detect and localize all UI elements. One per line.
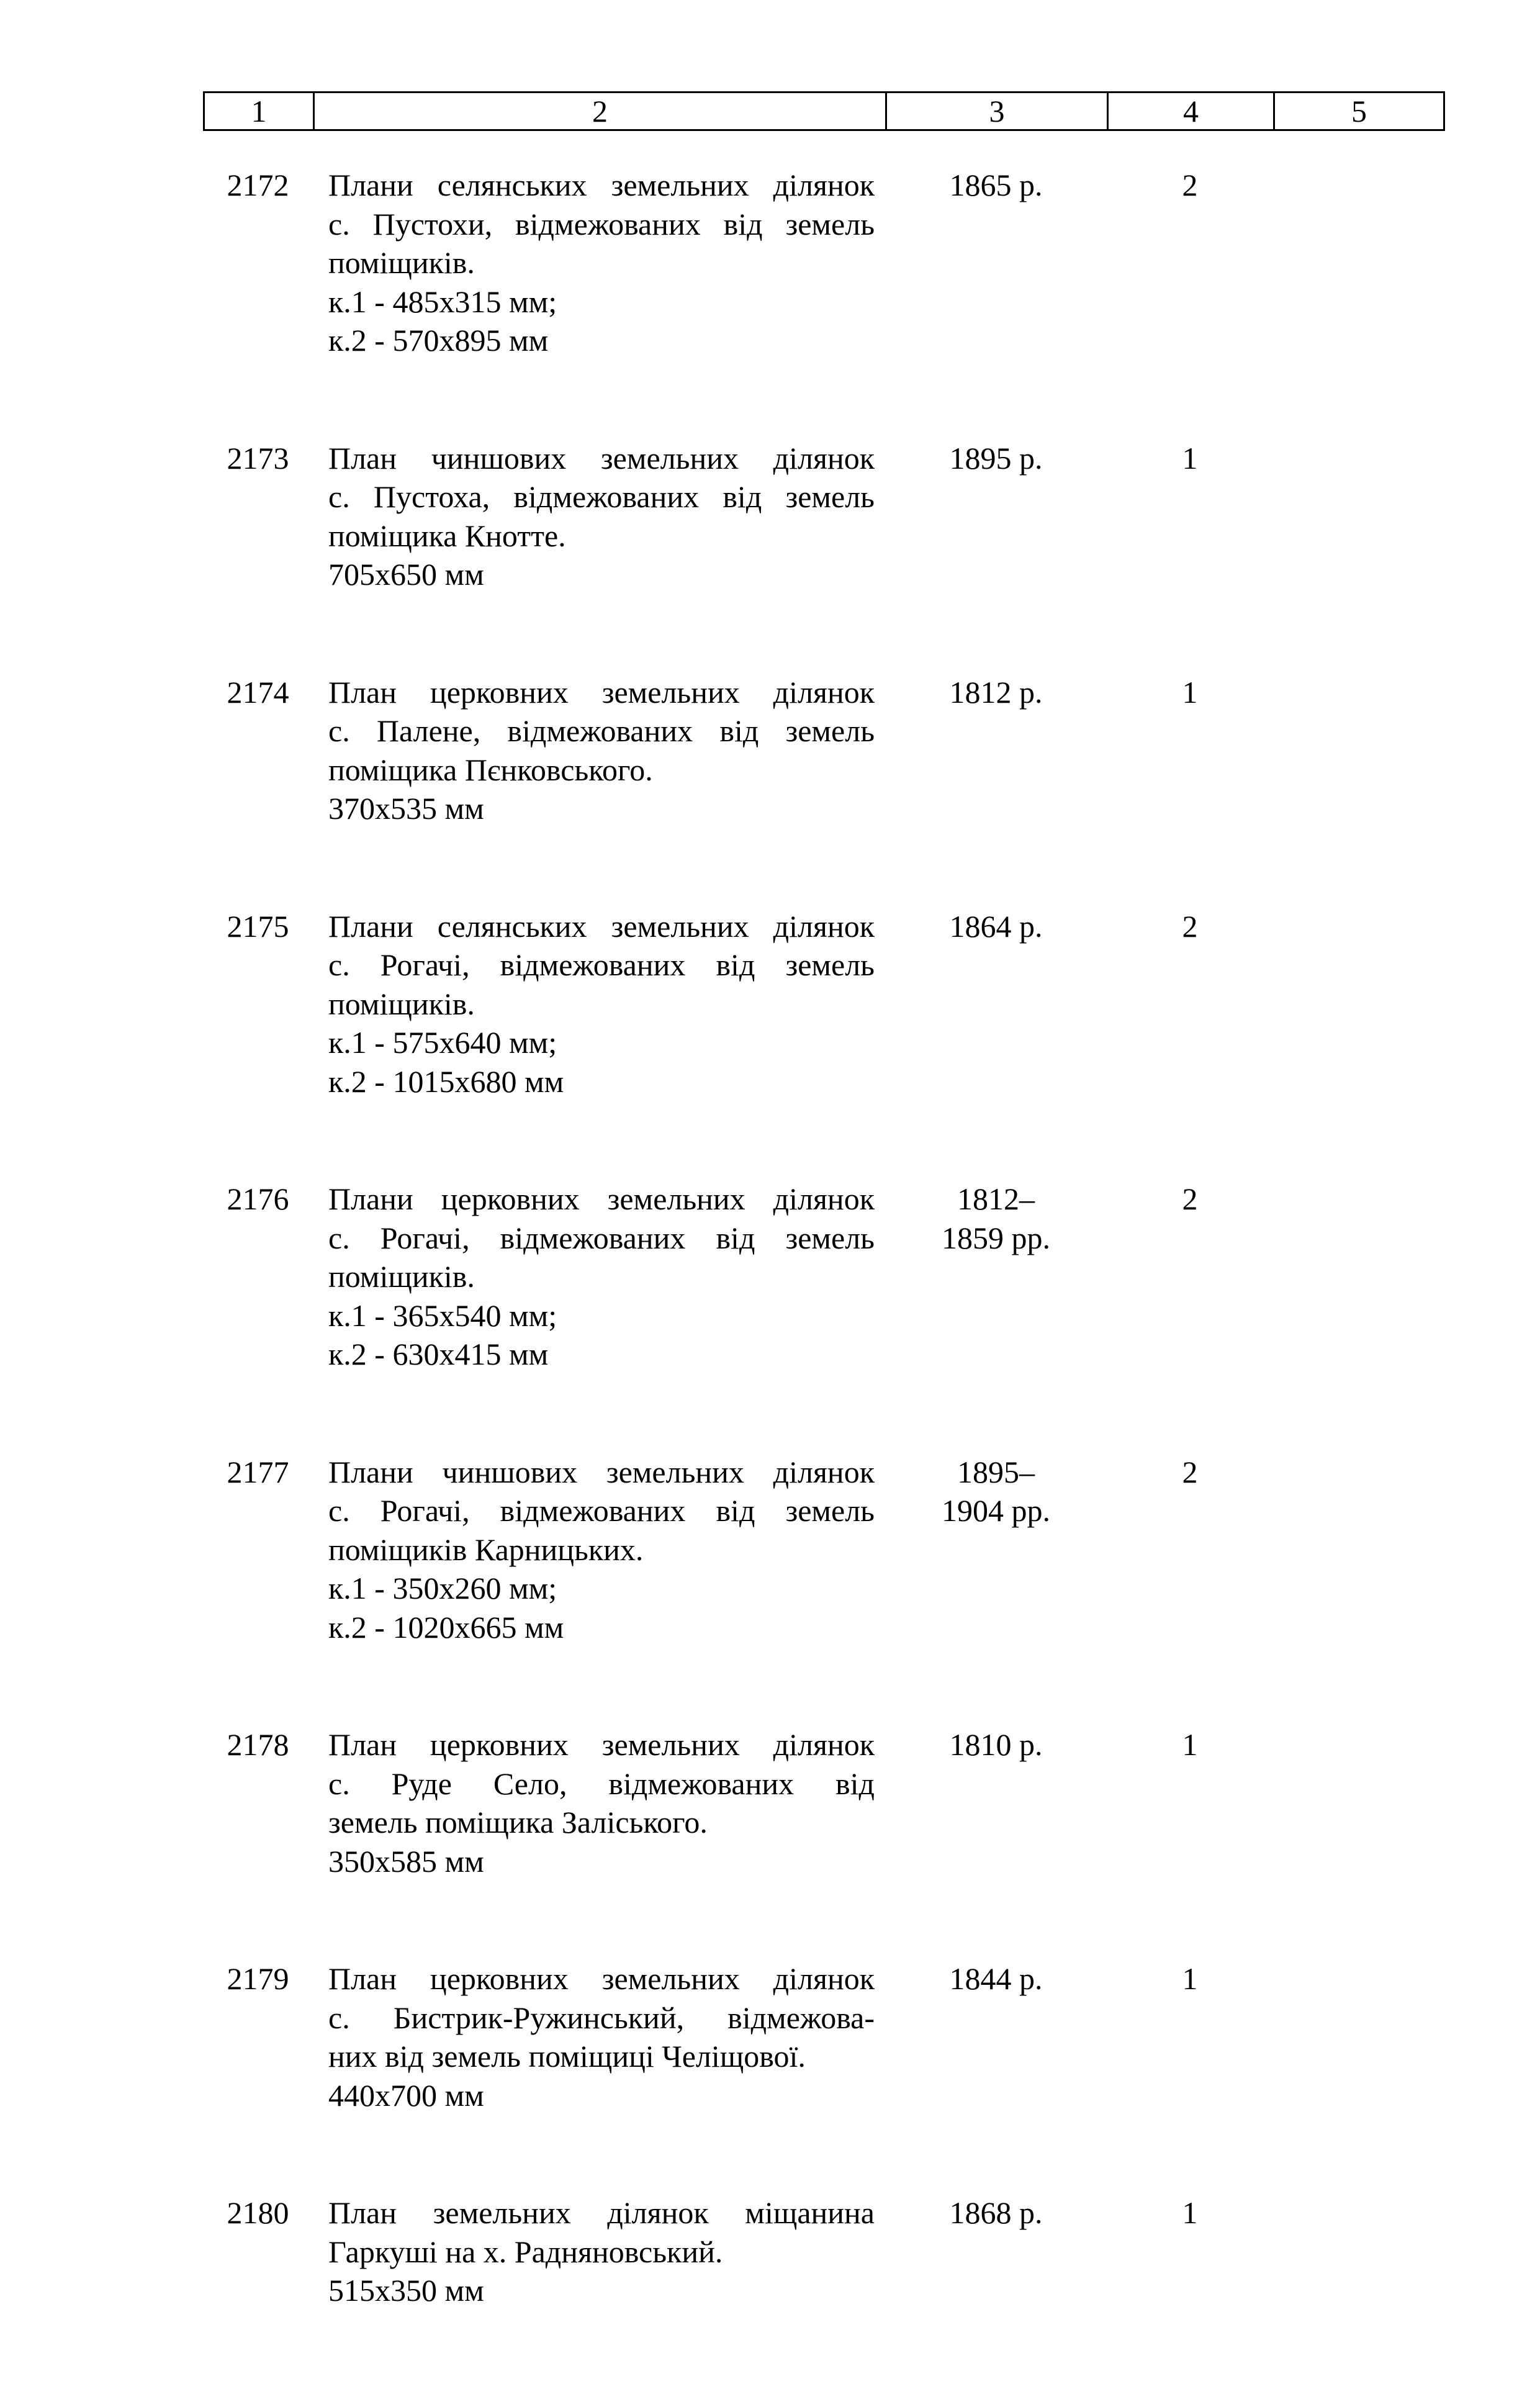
entry-sheet-count: 2 xyxy=(1182,908,1198,944)
entry-date xyxy=(885,907,1107,1101)
entry-notes xyxy=(1273,2193,1445,2310)
table-row xyxy=(203,2193,1445,2310)
entry-title-line: с. Рогачі, відмежованих від земель xyxy=(328,947,875,982)
entry-size-line: к.1 - 365х540 мм; xyxy=(328,1298,557,1333)
entry-size-line: 350х585 мм xyxy=(328,1843,484,1879)
header-col-4: 4 xyxy=(1109,93,1275,129)
entry-number: 2177 xyxy=(227,1454,289,1489)
entry-size-line: 705х650 мм xyxy=(328,557,484,592)
entry-number: 2178 xyxy=(227,1727,289,1762)
header-col-5: 5 xyxy=(1351,94,1367,129)
entry-notes xyxy=(1273,1180,1445,1374)
entry-date-line: 1812– xyxy=(957,1181,1035,1216)
entry-size-line: к.2 - 630х415 мм xyxy=(328,1337,549,1371)
entry-size-line: 515х350 мм xyxy=(328,2273,484,2308)
entry-title-line: с. Рогачі, відмежованих від земель xyxy=(328,1493,875,1528)
entry-date xyxy=(885,439,1107,594)
entry-sheet-count: 1 xyxy=(1182,440,1198,476)
entry-title-line: План земельних ділянок міщанина xyxy=(328,2195,875,2230)
entry-title-line: План церковних земельних ділянок xyxy=(328,674,875,710)
table-row xyxy=(203,1180,1445,1374)
entry-description xyxy=(328,673,875,828)
entry-sheet-count: 1 xyxy=(1182,674,1198,710)
table-header xyxy=(203,91,1445,131)
entry-title-line: с. Пустохи, відмежованих від земель xyxy=(328,206,875,242)
entry-title-line: поміщиків. xyxy=(328,245,475,280)
entry-size-line: к.1 - 350х260 мм; xyxy=(328,1571,557,1605)
entry-title-line: с. Руде Село, відмежованих від xyxy=(328,1766,875,1801)
entry-description xyxy=(328,907,875,1101)
entry-date xyxy=(885,1453,1107,1647)
entry-number: 2179 xyxy=(227,1961,289,1996)
entry-date xyxy=(885,1725,1107,1881)
entries-list xyxy=(203,166,1445,2389)
entry-size-line: к.2 - 570х895 мм xyxy=(328,323,549,358)
entry-notes xyxy=(1273,166,1445,360)
entry-title-line: Плани чиншових земельних ділянок xyxy=(328,1454,875,1489)
entry-date xyxy=(885,1959,1107,2115)
entry-title-line: План церковних земельних ділянок xyxy=(328,1961,875,1996)
entry-description xyxy=(328,1959,875,2115)
entry-title-line: земель поміщика Заліського. xyxy=(328,1805,708,1840)
entry-number: 2172 xyxy=(227,168,289,202)
entry-sheet-count: 1 xyxy=(1182,2195,1198,2230)
entry-notes xyxy=(1273,907,1445,1101)
entry-title-line: них від земель поміщиці Челіщової. xyxy=(328,2039,806,2074)
entry-number: 2176 xyxy=(227,1181,289,1216)
entry-title-line: с. Пустоха, відмежованих від земель xyxy=(328,479,875,514)
entry-notes xyxy=(1273,439,1445,594)
entry-sheet-count: 2 xyxy=(1182,1181,1198,1216)
entry-title-line: поміщика Пєнковського. xyxy=(328,752,653,787)
entry-notes xyxy=(1273,673,1445,828)
header-col-1: 1 xyxy=(205,93,315,129)
entry-date-line: 1895 р. xyxy=(949,440,1043,476)
entry-date xyxy=(885,166,1107,360)
entry-title-line: поміщиків Карницьких. xyxy=(328,1532,644,1567)
entry-title-line: с. Бистрик-Ружинський, відмежова- xyxy=(328,2000,875,2035)
entry-date xyxy=(885,1180,1107,1374)
entry-title-line: с. Палене, відмежованих від земель xyxy=(328,713,875,748)
entry-number: 2180 xyxy=(227,2195,289,2230)
entry-date-line: 1859 рр. xyxy=(942,1220,1050,1255)
entry-notes xyxy=(1273,1725,1445,1881)
entry-title-line: Плани церковних земельних ділянок xyxy=(328,1181,875,1216)
entry-notes xyxy=(1273,1453,1445,1647)
table-row xyxy=(203,673,1445,828)
header-col-2: 2 xyxy=(315,93,887,129)
entry-title-line: поміщиків. xyxy=(328,986,475,1021)
entry-title-line: Плани селянських земельних ділянок xyxy=(328,168,875,202)
entry-sheet-count: 2 xyxy=(1182,168,1198,202)
entry-size-line: к.2 - 1015х680 мм xyxy=(328,1064,564,1099)
entry-title-line: поміщика Кнотте. xyxy=(328,518,566,553)
entry-date-line: 1895– xyxy=(957,1454,1035,1489)
entry-description xyxy=(328,1180,875,1374)
entry-sheet-count: 2 xyxy=(1182,1454,1198,1489)
entry-sheet-count: 1 xyxy=(1182,1961,1198,1996)
table-row xyxy=(203,166,1445,360)
entry-date-line: 1865 р. xyxy=(949,168,1043,202)
entry-title-line: Гаркуші на х. Радняновський. xyxy=(328,2234,723,2269)
entry-date-line: 1844 р. xyxy=(949,1961,1043,1996)
entry-description xyxy=(328,439,875,594)
entry-size-line: к.2 - 1020х665 мм xyxy=(328,1609,564,1645)
entry-date-line: 1868 р. xyxy=(949,2195,1043,2230)
table-row xyxy=(203,1453,1445,1647)
entry-title-line: с. Рогачі, відмежованих від земель xyxy=(328,1220,875,1255)
entry-size-line: 440х700 мм xyxy=(328,2077,484,2113)
entry-date-line: 1904 рр. xyxy=(942,1493,1050,1528)
table-row xyxy=(203,907,1445,1101)
entry-date xyxy=(885,2193,1107,2310)
entry-size-line: 370х535 мм xyxy=(328,791,484,826)
entry-number: 2173 xyxy=(227,440,289,476)
entry-title-line: План чиншових земельних ділянок xyxy=(328,440,875,476)
entry-description xyxy=(328,1725,875,1881)
entry-sheet-count: 1 xyxy=(1182,1727,1198,1762)
table-row xyxy=(203,1959,1445,2115)
entry-description xyxy=(328,2193,875,2310)
entry-title-line: поміщиків. xyxy=(328,1259,475,1294)
entry-size-line: к.1 - 575х640 мм; xyxy=(328,1025,557,1060)
entry-title-line: План церковних земельних ділянок xyxy=(328,1727,875,1762)
entry-title-line: Плани селянських земельних ділянок xyxy=(328,908,875,944)
entry-date xyxy=(885,673,1107,828)
entry-notes xyxy=(1273,1959,1445,2115)
entry-number: 2175 xyxy=(227,908,289,944)
entry-date-line: 1864 р. xyxy=(949,908,1043,944)
entry-description xyxy=(328,1453,875,1647)
entry-number: 2174 xyxy=(227,674,289,710)
entry-date-line: 1812 р. xyxy=(949,674,1043,710)
entry-description xyxy=(328,166,875,360)
entry-date-line: 1810 р. xyxy=(949,1727,1043,1762)
entry-size-line: к.1 - 485х315 мм; xyxy=(328,284,557,319)
table-row xyxy=(203,439,1445,594)
header-col-3: 3 xyxy=(887,93,1109,129)
table-row xyxy=(203,1725,1445,1881)
